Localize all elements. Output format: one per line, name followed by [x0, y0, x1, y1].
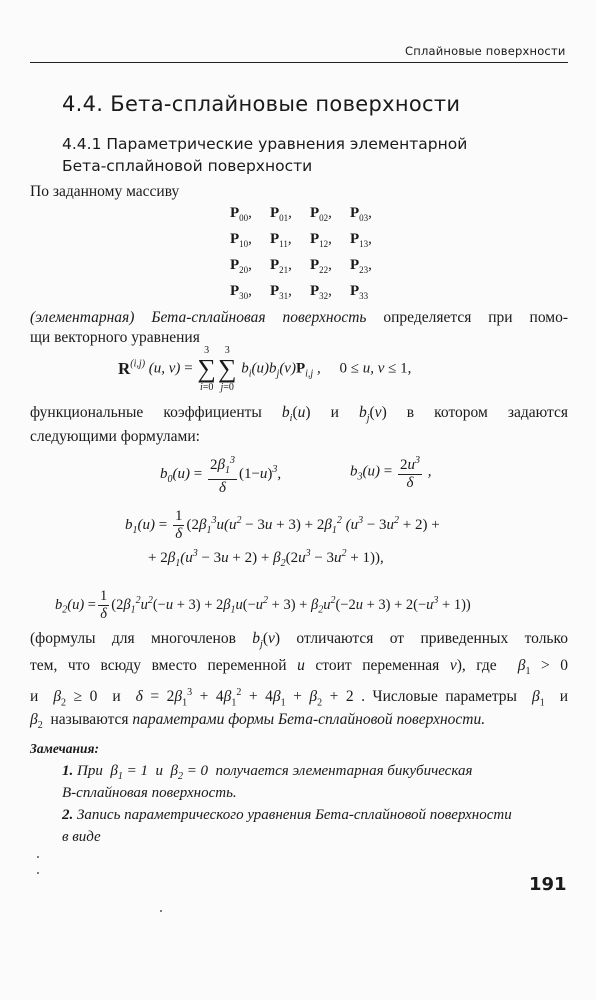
point-p13: $P_{13}$,	[350, 231, 372, 249]
sum-j: 3 ∑ j=0	[217, 345, 237, 393]
running-header: Сплайновые поверхности	[405, 44, 566, 58]
point-p22: $P_{22}$,	[310, 257, 332, 275]
formula-b2: $b_2(u)$ = $\frac{1}{\delta}$ $(2\beta_1^2u^2(-u + 3) + 2\beta_1u(-u^2 + 3) + \beta_2u^2(-2u + 3) + 2(-u^3 + 1))$	[55, 588, 471, 622]
notes-line-3: и $\beta_2 \ge 0$ и $\delta = 2\beta_1^3 + 4\beta_1^2 + 4\beta_1 + \beta_2 + 2$ . Числовые параметры $\beta_1$ и	[30, 687, 569, 709]
remark-2-text: Запись параметрического уравнения Бета-сплайновой поверхности	[77, 807, 512, 823]
intro-text: По заданному массиву	[30, 183, 180, 200]
subsection-line-1: 4.4.1 Параметрические уравнения элементарной	[62, 135, 468, 153]
point-p00: $P_{00}$,	[230, 205, 252, 223]
point-p33: $P_{33}$	[350, 283, 369, 301]
point-p12: $P_{12}$,	[310, 231, 332, 249]
point-p03: $P_{03}$,	[350, 205, 372, 223]
definition-term: (элементарная) Бета-сплайновая поверхность	[30, 309, 367, 326]
remark-1-line-1: 1. При $\beta_1 = 1$ и $\beta_2 = 0$ получается элементарная бикубическая	[62, 763, 473, 782]
point-p30: $P_{30}$,	[230, 283, 252, 301]
point-p20: $P_{20}$,	[230, 257, 252, 275]
definition-rest: определяется при помо-	[366, 309, 568, 326]
point-p23: $P_{23}$,	[350, 257, 372, 275]
header-rule	[30, 62, 568, 63]
shape-parameters-term: параметрами формы Бета-сплайновой поверхности.	[132, 711, 486, 728]
formula-b1-line-2: + $2\beta_1(u^3 - 3u + 2) + \beta_2(2u^3 - 3u^2 + 1)$),	[148, 548, 384, 569]
remarks-label: Замечания:	[30, 741, 99, 756]
point-p10: $P_{10}$,	[230, 231, 252, 249]
notes-line-4: $\beta_2$ называются параметрами формы Бета-сплайновой поверхности.	[30, 711, 486, 732]
page-number: 191	[529, 874, 567, 895]
coeff-line-1: функциональные коэффициенты $b_i(u)$ и $b_j(v)$ в котором задаются	[30, 404, 568, 425]
point-p31: $P_{31}$,	[270, 283, 292, 301]
point-p32: $P_{32}$,	[310, 283, 332, 301]
scan-speck	[37, 856, 39, 858]
point-p02: $P_{02}$,	[310, 205, 332, 223]
main-equation: R$^{(i,j)}$ (u, v) = 3 ∑ i=0 3 ∑ j=0 $b_i(u)b_j(v)P_{i,j}$ , 0 ≤ u, v ≤ 1,	[118, 345, 412, 393]
sum-i: 3 ∑ i=0	[197, 345, 216, 393]
definition-line-2: щи векторного уравнения	[30, 329, 200, 346]
formula-b3: $b_3(u)$ = $\frac{2u^3}{\delta}$ ,	[350, 452, 431, 492]
remark-1-line-2: В-сплайновая поверхность.	[62, 785, 237, 801]
notes-line-2: тем, что всюду вместо переменной u стоит переменная v), где $\beta_1 > 0$	[30, 657, 569, 678]
subsection-line-2: Бета-сплайновой поверхности	[62, 157, 313, 175]
point-p01: $P_{01}$,	[270, 205, 292, 223]
point-p11: $P_{11}$,	[270, 231, 292, 249]
matrix-row-0	[230, 205, 390, 231]
remark-2-number: 2.	[62, 807, 74, 823]
formula-b1-line-1: $b_1(u)$ = $\frac{1}{\delta}$ ($2\beta_1^3u(u^2 - 3u + 3) + 2\beta_1^2$ $(u^3 - 3u^2 + 2)$ +	[125, 508, 440, 542]
scan-speck	[160, 910, 162, 912]
point-p21: $P_{21}$,	[270, 257, 292, 275]
scan-speck	[37, 872, 39, 874]
matrix-row-1	[230, 231, 390, 257]
formula-b0: $b_0(u)$ = $\frac{2\beta_1^3}{\delta}$ $(1-u)^3$,	[160, 452, 281, 497]
notes-line-1: (формулы для многочленов $b_j(v)$ отличаются от приведенных только	[30, 630, 568, 651]
section-title: 4.4. Бета-сплайновые поверхности	[62, 92, 461, 116]
subsection-title	[62, 133, 532, 177]
control-point-matrix	[230, 205, 390, 309]
remark-2-line-2: в виде	[62, 829, 101, 845]
remark-2-line-1	[62, 804, 512, 826]
coeff-line-2: следующими формулами:	[30, 428, 200, 445]
matrix-row-2	[230, 257, 390, 283]
